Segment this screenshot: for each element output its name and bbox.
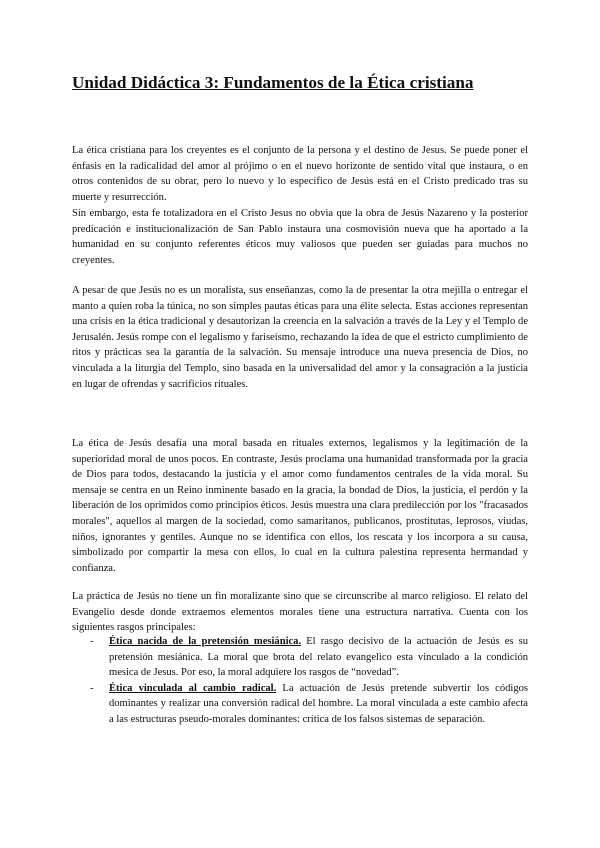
trait-title: Ética nacida de la pretensión mesiánica. <box>109 636 302 647</box>
trait-title: Ética vinculada al cambio radical. <box>109 682 277 694</box>
paragraph-cosmovision: Sin embargo, esta fe totalizadora en el Cristo Jesus no obvia que la obra de Jesús Nazareno y la posterior predicación e institucionalización de San Pablo instaura una cosmovisión nueva que ha aportado a la humanidad en su conjunto referentes éticos muy valiosos que pueden ser guiadas para muchos no creyentes. <box>72 208 528 266</box>
list-dash: - <box>90 682 94 694</box>
trait-text: El rasgo decisivo de la actuación de Jesús es su pretensión mesiánica. La moral que brota del relato evangelico esta vinculado a la condición mesica de Jesus. Por eso, la moral adquiere los rasgos de “novedad”. <box>109 636 528 679</box>
trait-text: La actuación de Jesús pretende subvertir los códigos dominantes y realizar una conversión radical del hombre. La moral vinculada a este cambio afecta a las estructuras pseudo-morales dominantes: crítica de los falsos sistemas de separación. <box>109 682 528 725</box>
paragraph-ethics-challenge: La ética de Jesús desafía una moral basada en rituales externos, legalismos y la legitimación de la superioridad moral de unos pocos. En contraste, Jesús proclama una humanidad transformada por la gracia de Dios para todos, destacando la justicia y el amor como fundamentos centrales de la vida moral. Su mensaje se centra en un Reino inminente basado en la gracia, la bondad de Dios, la justicia, el perdón y la liberación de los oprimidos como principios éticos. Jesús muestra una clara predilección por los "fracasados morales", aquellos al margen de la sociedad, como samaritanos, publicanos, prostitutas, leprosos, viudas, niños, ignorantes y gentiles. Aunque no se identifica con ellos, los rescata y los incorpora a su causa, simbolizado por compartir la mesa con ellos, lo cual en la cultura palestina representa hermandad y confianza. <box>72 438 528 574</box>
list-item <box>90 681 528 728</box>
paragraph-practice-of-jesus: La práctica de Jesús no tiene un fin moralizante sino que se circunscribe al marco religioso. El relato del Evangelio desde donde extraemos elementos morales tiene una estructura narrativa. Cuenta con los siguientes rasgos principales: <box>72 591 528 634</box>
list-item <box>90 634 528 681</box>
traits-list <box>90 634 528 728</box>
paragraph-not-moralist: A pesar de que Jesús no es un moralista, sus enseñanzas, como la de presentar la otra mejilla o entregar el manto a quien roba la túnica, no son simples pautas éticas para una élite selecta. Estas acciones representan una crisis en la ética tradicional y desautorizan la creencia en la salvación a través de la Ley y el Templo de Jerusalén. Jesús rompe con el legalismo y fariseísmo, rechazando la idea de que el estricto cumplimiento de ritos y prácticas sea la garantía de la salvación. Su mensaje introduce una nueva presencia de Dios, no vinculada a la liturgia del Templo, sino basada en la universalidad del amor y la consagración a la justicia en lugar de ofrendas y sacrificios rituales. <box>72 285 528 390</box>
document-title: Unidad Didáctica 3: Fundamentos de la Ética cristiana <box>72 73 474 92</box>
paragraph-christian-ethics: La ética cristiana para los creyentes es el conjunto de la persona y el destino de Jesus. Se puede poner el énfasis en la radicalidad del amor al prójimo o en el nuevo horizonte de sentido vital que instaura, o en otros contenidos de su obrar, pero lo nuevo y lo específico de Jesús está en el Cristo predicado tras su muerte y resurrección. <box>72 145 528 203</box>
list-dash: - <box>90 636 94 647</box>
